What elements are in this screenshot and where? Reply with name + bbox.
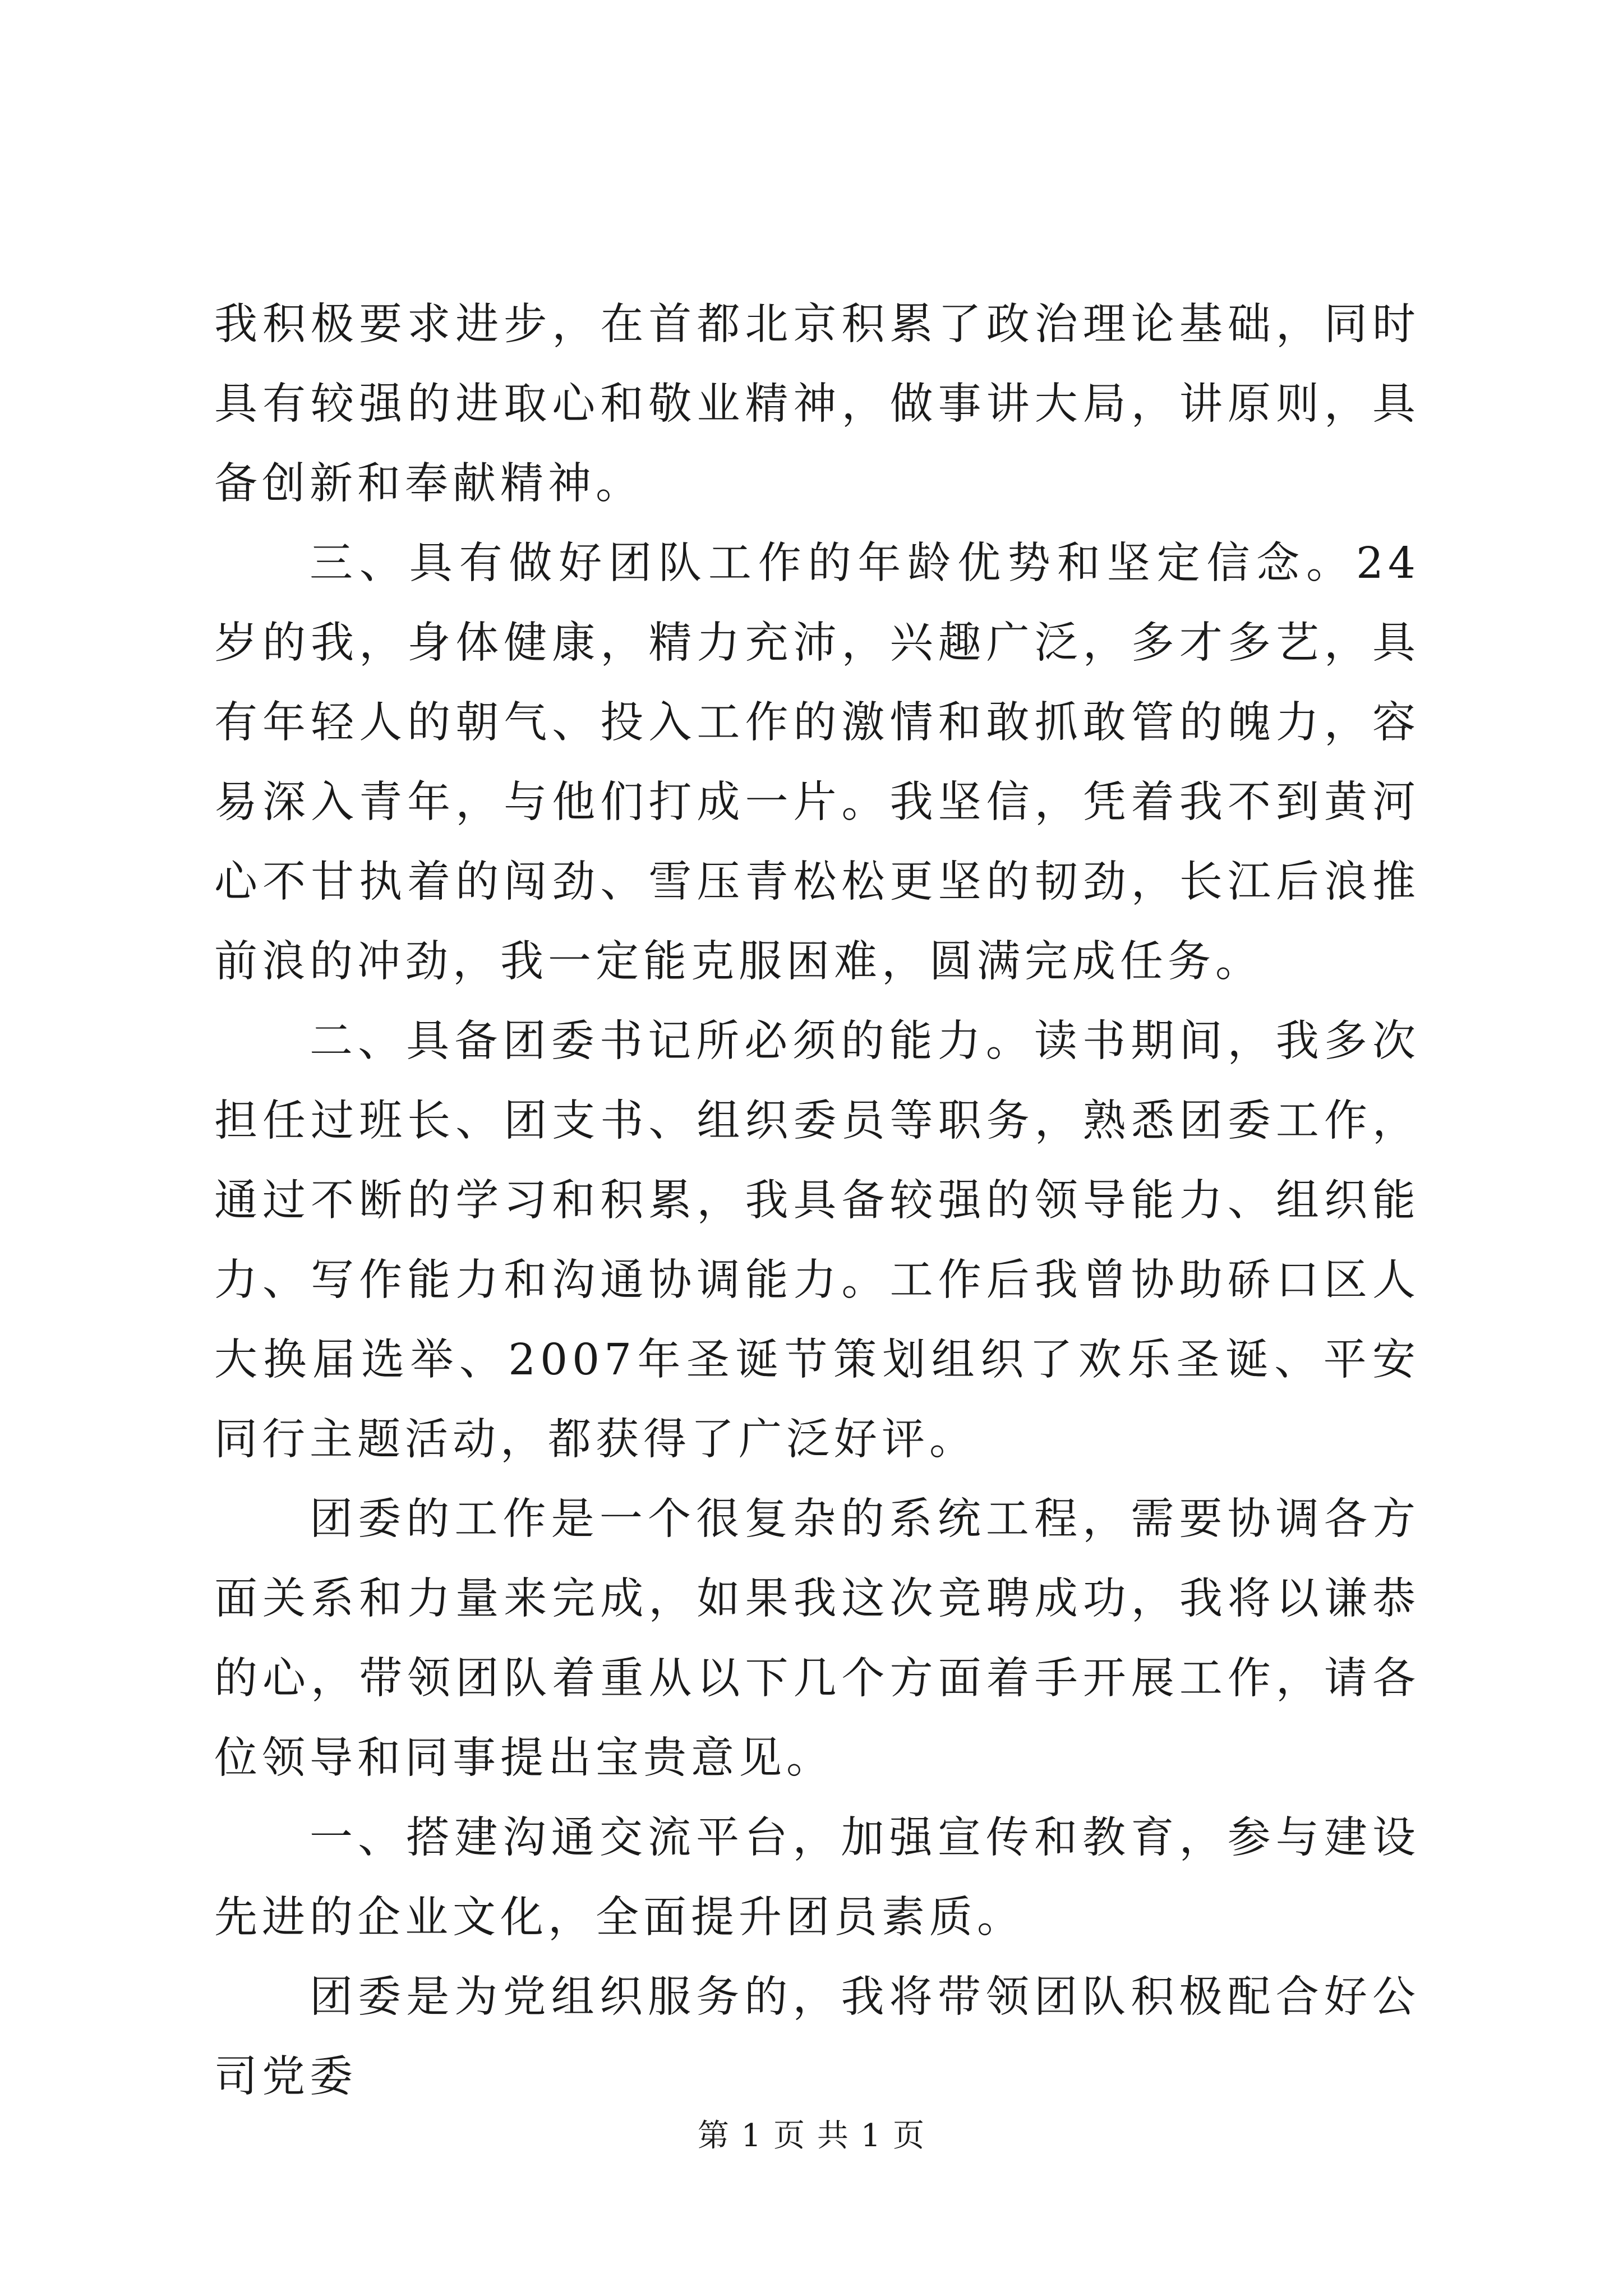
paragraph-abilities: 二、具备团委书记所必须的能力。读书期间，我多次担任过班长、团支书、组织委员等职务，熟悉团委工作，通过不断的学习和积累，我具备较强的领导能力、组织能力、写作能力和沟通协调能力。工作后我曾协助硚口区人大换届选举、2007年圣诞节策划组织了欢乐圣诞、平安同行主题活动，都获得了广泛好评。 xyxy=(214,1016,1420,1465)
document-body xyxy=(214,285,1420,2117)
page-footer: 第 1 页 共 1 页 xyxy=(697,2118,926,2154)
paragraph-platform: 一、搭建沟通交流平台，加强宣传和教育，参与建设先进的企业文化，全面提升团员素质。 xyxy=(214,1813,1420,1943)
paragraph-age-advantage: 三、具有做好团队工作的年龄优势和坚定信念。24岁的我，身体健康，精力充沛，兴趣广泛，多才多艺，具有年轻人的朝气、投入工作的激情和敢抓敢管的魄力，容易深入青年，与他们打成一片。我坚信，凭着我不到黄河心不甘执着的闯劲、雪压青松松更坚的韧劲，长江后浪推前浪的冲劲，我一定能克服困难，圆满完成任务。 xyxy=(214,539,1420,987)
paragraph-party-service: 团委是为党组织服务的，我将带领团队积极配合好公司党委 xyxy=(214,1972,1420,2102)
paragraph-work-plan: 团委的工作是一个很复杂的系统工程，需要协调各方面关系和力量来完成，如果我这次竞聘成功，我将以谦恭的心，带领团队着重从以下几个方面着手开展工作，请各位领导和同事提出宝贵意见。 xyxy=(214,1494,1420,1783)
paragraph-progress: 我积极要求进步，在首都北京积累了政治理论基础，同时具有较强的进取心和敬业精神，做事讲大局，讲原则，具备创新和奉献精神。 xyxy=(214,300,1420,509)
